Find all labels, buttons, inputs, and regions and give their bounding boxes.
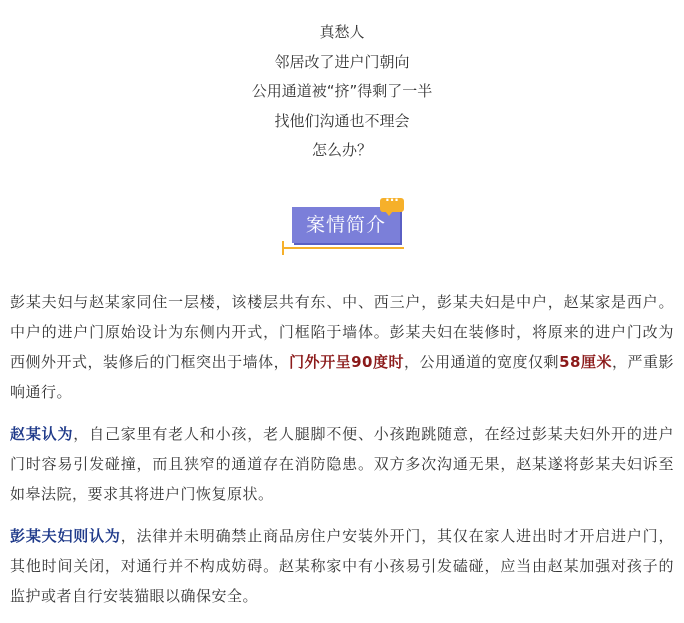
plaintiff-lead: 赵某认为 <box>10 425 74 443</box>
text-segment: ，法律并未明确禁止商品房住户安装外开门，其仅在家人进出时才开启进户门，其他时间关闭，对通行并不构成妨碍。赵某称家中有小孩易引发磕碰，应当由赵某加强对孩子的监护或者自行安装猫眼以确保安全。 <box>10 527 674 605</box>
section-underline <box>284 247 404 249</box>
defendant-lead: 彭某夫妇则认为 <box>10 527 121 545</box>
highlight-door-angle: 门外开呈90度时 <box>289 353 405 371</box>
intro-line: 真愁人 <box>319 23 365 41</box>
section-badge <box>292 207 400 243</box>
speech-bubble-icon <box>380 193 404 212</box>
text-segment: 彭某夫妇与赵某家同住一层楼，该楼层共有东、中、西三户，彭某夫妇是中户，赵某家是西户。中户的进户门原始设计为东侧内开式，门框陷于墙体。彭某夫妇在装修时，将原来的进户门改为西侧外开式，装修后的门框突出于墙体， <box>10 293 674 371</box>
paragraph-plaintiff-view <box>10 419 674 509</box>
intro-line: 公用通道被“挤”得剩了一半 <box>251 82 433 100</box>
highlight-width: 58厘米 <box>559 353 612 371</box>
intro-line: 邻居改了进户门朝向 <box>274 52 410 71</box>
intro-line: 怎么办？ <box>311 141 372 159</box>
article-body <box>10 287 674 623</box>
section-header <box>0 193 684 258</box>
intro-line: 找他们沟通也不理会 <box>274 111 410 130</box>
intro-block <box>0 18 684 166</box>
text-segment: ，自己家里有老人和小孩，老人腿脚不便、小孩跑跳随意，在经过彭某夫妇外开的进户门时容易引发碰撞，而且狭窄的通道存在消防隐患。双方多次沟通无果，赵某遂将彭某夫妇诉至如皋法院，要求其将进户门恢复原状。 <box>10 425 674 503</box>
paragraph-case-facts <box>10 287 674 407</box>
paragraph-defendant-view <box>10 521 674 611</box>
section-title: 案情简介 <box>305 214 386 236</box>
ellipsis-icon: ··· <box>385 193 399 207</box>
text-segment: ，严重影响通行。 <box>10 353 674 401</box>
text-segment: ，公用通道的宽度仅剩 <box>404 353 560 371</box>
